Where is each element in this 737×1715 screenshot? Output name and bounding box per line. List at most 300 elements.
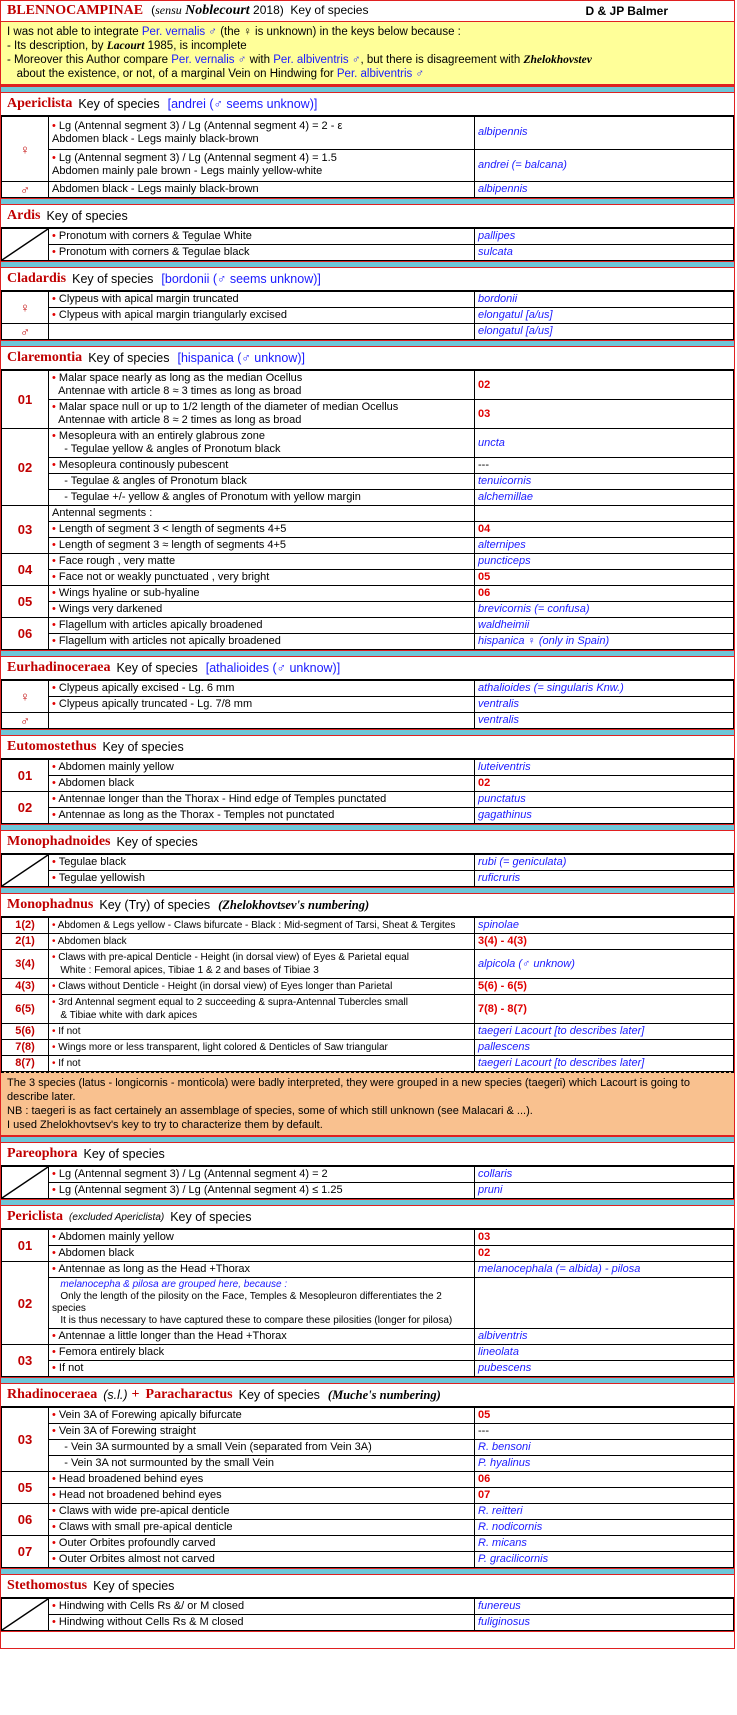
table-cell: [49, 1278, 475, 1329]
section-title-monophadnus: [1, 894, 734, 917]
separator-bar: [1, 198, 734, 205]
bullet: •: [52, 682, 59, 694]
table-cell: [475, 117, 734, 150]
text: - Tegulae & angles of Pronotum black: [64, 475, 247, 487]
bullet: •: [52, 152, 59, 165]
key-table-eutomostethus: [1, 759, 734, 824]
species-name: pruni: [478, 1184, 503, 1196]
text: Flagellum with articles apically broadened: [58, 619, 263, 631]
species-name: pallipes: [478, 230, 516, 242]
text: [107, 40, 145, 52]
table-cell: [2, 1599, 49, 1631]
species-name: rubi (= geniculata): [478, 856, 567, 868]
bullet: •: [52, 587, 59, 599]
text: Key of species: [116, 661, 198, 675]
table-cell: [49, 1536, 475, 1552]
bullet: •: [52, 571, 59, 583]
table-cell: [475, 634, 734, 650]
table-cell: [475, 1599, 734, 1615]
table-cell: ♂: [2, 324, 49, 340]
key-table-ardis: [1, 228, 734, 261]
text: Periclista: [7, 1209, 63, 1224]
section-title-monophadnoides: [1, 831, 734, 854]
table-cell: [49, 1599, 475, 1615]
table-cell: 6(5): [2, 995, 49, 1024]
couplet-ref: 7(8) - 8(7): [478, 1002, 527, 1015]
separator-bar: [1, 1199, 734, 1206]
table-cell: 02: [2, 792, 49, 824]
text: Mesopleura with an entirely glabrous zone: [58, 430, 265, 442]
couplet-ref: 03: [478, 1231, 491, 1243]
text: Key (Try) of species: [99, 898, 211, 912]
text: ---: [478, 1425, 489, 1437]
key-table-pareophora: [1, 1166, 734, 1199]
section-title-ardis: [1, 205, 734, 228]
separator-bar: [1, 824, 734, 831]
table-cell: [475, 474, 734, 490]
table-cell: [49, 792, 475, 808]
table-cell: [475, 1504, 734, 1520]
table-cell: [49, 458, 475, 474]
text: Abdomen black: [58, 1247, 135, 1259]
table-cell: [475, 995, 734, 1024]
table-cell: [49, 681, 475, 697]
bullet: •: [52, 603, 59, 615]
text: Wings more or less transparent, light colored & Denticles of Saw triangular: [58, 1042, 388, 1053]
table-cell: ♂: [2, 713, 49, 729]
table-cell: [49, 979, 475, 995]
table-cell: 02: [2, 1262, 49, 1345]
text: with: [246, 54, 274, 66]
table-cell: [49, 1520, 475, 1536]
table-cell: [475, 1056, 734, 1072]
text: Abdomen black: [57, 936, 127, 947]
text: White : Femoral apices, Tibiae 1 & 2 and bases of Tibiae 3: [60, 965, 319, 976]
table-cell: [2, 229, 49, 261]
section-title-claremontia: [1, 347, 734, 370]
monophadnus-note: [1, 1072, 734, 1136]
text: Antennae a little longer than the Head +Thorax: [58, 1330, 287, 1342]
text: Antennae longer than the Thorax - Hind edge of Temples punctated: [58, 793, 387, 805]
text: 3rd Antennal segment equal to 2 succeeding & supra-Antennal Tubercles small: [58, 997, 408, 1008]
table-cell: [475, 429, 734, 458]
table-cell: [475, 1024, 734, 1040]
table-cell: [49, 429, 475, 458]
table-cell: [475, 324, 734, 340]
table-cell: [49, 950, 475, 979]
text: Pronotum with corners & Tegulae black: [58, 246, 250, 258]
table-cell: [49, 1329, 475, 1345]
text: [bordonii (♂ seems unknow)]: [161, 272, 321, 286]
table-cell: [49, 995, 475, 1024]
table-cell: [475, 1472, 734, 1488]
table-cell: [49, 1488, 475, 1504]
text: The 3 species (latus - longicornis - monticola) were badly interpreted, they were grouped in a new species (taegeri) which Lacourt is going to describe later.: [7, 1077, 690, 1103]
couplet-ref: 07: [478, 1489, 491, 1501]
table-cell: [49, 697, 475, 713]
separator-bar: [1, 340, 734, 347]
table-cell: [475, 871, 734, 887]
text: Antennal segments :: [52, 507, 153, 519]
text: Face not or weakly punctuated , very bright: [58, 571, 270, 583]
text: Eurhadinoceraea: [7, 660, 111, 675]
table-cell: [49, 1408, 475, 1424]
text: Length of segment 3 ≈ length of segments 4+5: [58, 539, 287, 551]
table-cell: [49, 371, 475, 400]
text: If not: [58, 1058, 81, 1069]
table-cell: [49, 554, 475, 570]
bullet: •: [52, 1505, 59, 1517]
table-cell: 07: [2, 1536, 49, 1568]
bullet: •: [52, 459, 59, 471]
couplet-ref: 05: [478, 1409, 491, 1421]
species-name: sulcata: [478, 246, 513, 258]
species-name: ventralis: [478, 714, 519, 726]
text: Tegulae black: [58, 856, 126, 868]
table-cell: [49, 292, 475, 308]
bullet: •: [52, 555, 59, 567]
table-cell: 03: [2, 506, 49, 554]
species-name: R. bensoni: [478, 1441, 531, 1453]
male-symbol: ♂: [2, 182, 49, 198]
bullet: •: [52, 952, 59, 963]
species-name: brevicornis (= confusa): [478, 603, 590, 615]
table-cell: [475, 1520, 734, 1536]
table-cell: [49, 1615, 475, 1631]
text: Key of species: [238, 1388, 320, 1402]
section-title-eutomostethus: [1, 736, 734, 759]
table-cell: 4(3): [2, 979, 49, 995]
table-cell: [475, 506, 734, 522]
table-cell: [49, 1345, 475, 1361]
section-title-pareophora: [1, 1143, 734, 1166]
table-cell: [49, 1167, 475, 1183]
text: (the ♀ is unknown) in the keys below because :: [217, 26, 461, 38]
bullet: •: [52, 809, 59, 821]
text: Lg (Antennal segment 3) / Lg (Antennal segment 4) ≤ 1.25: [58, 1184, 343, 1196]
text: Claws without Denticle - Height (in dorsal view) of Eyes longer than Parietal: [58, 981, 393, 992]
text: Abdomen black - Legs mainly black-brown: [52, 132, 259, 145]
table-cell: [49, 182, 475, 198]
header-subtitle: (sensu Noblecourt 2018) Key of species: [151, 3, 369, 18]
text: I used Zhelokhovtsev's key to try to characterize them by default.: [7, 1119, 323, 1131]
bullet: •: [52, 1026, 59, 1037]
text: 1985, is incomplete: [144, 40, 247, 52]
table-cell: [49, 149, 475, 182]
table-cell: ♀: [2, 681, 49, 713]
key-table-stethomostus: [1, 1598, 734, 1631]
table-cell: [475, 149, 734, 182]
key-table-claremontia: [1, 370, 734, 650]
table-cell: [49, 808, 475, 824]
table-cell: [2, 1167, 49, 1199]
text: Abdomen black - Legs mainly black-brown: [52, 183, 259, 195]
species-name: melanocepha & pilosa are grouped here, because :: [60, 1279, 288, 1290]
table-cell: 2(1): [2, 934, 49, 950]
text: sensu: [155, 3, 182, 17]
bullet: •: [52, 1409, 59, 1421]
text: Pareophora: [7, 1146, 78, 1161]
text: [1, 1631, 734, 1648]
text: about the existence, or not, of a marginal Vein on Hindwing for: [16, 68, 337, 80]
text: Key of species: [88, 351, 170, 365]
text: Per. albiventris ♂: [336, 68, 425, 80]
text: Malar space null or up to 1/2 length of the diameter of median Ocellus: [58, 401, 399, 413]
bullet: •: [52, 539, 59, 551]
text: Face rough , very matte: [58, 555, 176, 567]
section-title-periclista: [1, 1206, 734, 1229]
separator-bar: [1, 887, 734, 894]
table-cell: [475, 538, 734, 554]
table-cell: [49, 1552, 475, 1568]
species-name: hispanica ♀ (only in Spain): [478, 635, 610, 647]
table-cell: 05: [2, 1472, 49, 1504]
table-cell: [475, 554, 734, 570]
species-name: spinolae: [478, 919, 519, 931]
table-cell: [475, 681, 734, 697]
species-name: luteiventris: [478, 761, 531, 773]
couplet-ref: 5(6) - 6(5): [478, 980, 527, 992]
table-cell: [475, 245, 734, 261]
table-cell: [49, 324, 475, 340]
couplet-ref: 06: [478, 587, 491, 599]
table-cell: [475, 808, 734, 824]
species-name: tenuicornis: [478, 475, 532, 487]
table-cell: 3(4): [2, 950, 49, 979]
couplet-ref: 3(4) - 4(3): [478, 935, 527, 947]
table-cell: 8(7): [2, 1056, 49, 1072]
species-name: melanocephala (= albida) - pilosa: [478, 1263, 641, 1275]
table-cell: 5(6): [2, 1024, 49, 1040]
text: - Tegulae yellow & angles of Pronotum black: [64, 443, 281, 455]
text: Rhadinoceraea: [7, 1387, 98, 1402]
text: - Vein 3A not surmounted by the small Vein: [64, 1457, 274, 1469]
text: Monophadnus: [7, 897, 94, 912]
text: Eutomostethus: [7, 739, 97, 754]
table-cell: [49, 1424, 475, 1440]
text: Antennae with article 8 ≈ 2 times as long as broad: [58, 414, 302, 426]
species-name: P. gracilicornis: [478, 1553, 549, 1565]
table-cell: [475, 229, 734, 245]
bullet: •: [52, 1231, 59, 1243]
bullet: •: [52, 1553, 59, 1565]
text: [athalioides (♂ unknow)]: [205, 661, 341, 675]
table-cell: 06: [2, 618, 49, 650]
table-cell: [475, 1440, 734, 1456]
text: [7, 39, 728, 53]
text: (s.l.): [103, 1388, 128, 1402]
text: (Muche's numbering): [327, 1387, 441, 1402]
text: Wings very darkened: [58, 603, 163, 615]
table-cell: [475, 308, 734, 324]
table-cell: [49, 586, 475, 602]
text: 2018): [253, 3, 284, 17]
table-cell: [49, 1361, 475, 1377]
bullet: •: [52, 997, 59, 1008]
section-title-apericlista: [1, 93, 734, 116]
table-cell: [475, 1536, 734, 1552]
text: Key of species: [290, 3, 369, 17]
species-name: waldheimii: [478, 619, 530, 631]
bullet: •: [52, 430, 59, 442]
text: - Tegulae +/- yellow & angles of Pronotum with yellow margin: [64, 491, 361, 503]
bullet: •: [52, 920, 58, 931]
text: (Zhelokhovtsev's numbering): [218, 897, 370, 912]
text: [7, 53, 728, 67]
table-cell: [475, 182, 734, 198]
table-cell: [475, 918, 734, 934]
table-cell: [475, 292, 734, 308]
table-cell: [475, 934, 734, 950]
bullet: •: [52, 1616, 59, 1628]
species-name: ventralis: [478, 698, 519, 710]
text: Hindwing with Cells Rs &/ or M closed: [58, 1600, 245, 1612]
text: Clypeus with apical margin triangularly excised: [58, 309, 287, 321]
bullet: •: [52, 619, 59, 631]
bullet: •: [52, 309, 59, 321]
intro-note: [1, 22, 734, 86]
table-cell: [49, 760, 475, 776]
text: Key of species: [72, 272, 154, 286]
table-cell: [475, 1408, 734, 1424]
text: Clypeus apically excised - Lg. 6 mm: [58, 682, 235, 694]
table-cell: [475, 400, 734, 429]
key-table-monophadnoides: [1, 854, 734, 887]
bullet: •: [52, 1362, 59, 1374]
text: ---: [478, 459, 489, 471]
table-cell: 06: [2, 1504, 49, 1536]
species-name: andrei (= balcana): [478, 158, 567, 171]
couplet-ref: 02: [478, 1247, 491, 1259]
table-cell: [49, 855, 475, 871]
text: Abdomen mainly yellow: [58, 1231, 174, 1243]
table-cell: [49, 400, 475, 429]
table-cell: [475, 618, 734, 634]
table-cell: [49, 1230, 475, 1246]
text: Hindwing without Cells Rs & M closed: [58, 1616, 244, 1628]
table-cell: [475, 1424, 734, 1440]
text: - Its description, by: [7, 40, 107, 52]
bullet: •: [52, 1247, 59, 1259]
separator-bar: [1, 86, 734, 93]
species-name: lineolata: [478, 1346, 519, 1358]
text: Outer Orbites almost not carved: [58, 1553, 215, 1565]
table-cell: [475, 1552, 734, 1568]
table-cell: [49, 713, 475, 729]
species-name: pallescens: [478, 1041, 530, 1053]
text: [hispanica (♂ unknow)]: [177, 351, 305, 365]
bullet: •: [52, 523, 59, 535]
species-name: punctatus: [478, 793, 526, 805]
bullet: •: [52, 1346, 59, 1358]
table-cell: [475, 979, 734, 995]
species-name: albiventris: [478, 1330, 528, 1342]
text: Malar space nearly as long as the median Ocellus: [58, 372, 303, 384]
species-name: taegeri Lacourt [to describes later]: [478, 1025, 645, 1037]
table-cell: [475, 570, 734, 586]
text: Key of species: [116, 835, 198, 849]
bullet: •: [52, 1263, 59, 1275]
table-cell: [475, 1262, 734, 1278]
page-header: [1, 1, 734, 22]
text: Key of species: [102, 740, 184, 754]
bullet: •: [52, 1489, 59, 1501]
text: Apericlista: [7, 96, 73, 111]
table-cell: [475, 1361, 734, 1377]
table-cell: [49, 308, 475, 324]
table-cell: [49, 1504, 475, 1520]
species-name: ruficruris: [478, 872, 521, 884]
species-name: puncticeps: [478, 555, 531, 567]
text: [andrei (♂ seems unknow)]: [167, 97, 318, 111]
table-cell: [475, 1345, 734, 1361]
text: Abdomen mainly pale brown - Legs mainly yellow-white: [52, 165, 323, 178]
bullet: •: [52, 1058, 59, 1069]
key-table-eurhadinoceraea: [1, 680, 734, 729]
text: Claws with pre-apical Denticle - Height (in dorsal view) of Eyes & Parietal equal: [58, 952, 409, 963]
table-cell: [49, 776, 475, 792]
bullet: •: [52, 1042, 59, 1053]
table-cell: [49, 522, 475, 538]
table-cell: [475, 1488, 734, 1504]
text: Key of species: [78, 97, 160, 111]
text: [218, 898, 369, 913]
table-cell: 01: [2, 760, 49, 792]
text: Length of segment 3 < length of segments 4+5: [58, 523, 287, 535]
table-cell: [475, 602, 734, 618]
text: Antennae as long as the Thorax - Temples not punctated: [58, 809, 335, 821]
species-name: gagathinus: [478, 809, 532, 821]
species-name: taegeri Lacourt [to describes later]: [478, 1057, 645, 1069]
text: Claws with small pre-apical denticle: [58, 1521, 233, 1533]
text: Clypeus apically truncated - Lg. 7/8 mm: [58, 698, 253, 710]
species-name: bordonii: [478, 293, 518, 305]
section-title-rhadinoceraea: [1, 1384, 734, 1407]
table-cell: [49, 934, 475, 950]
text: [328, 1388, 441, 1403]
table-cell: [49, 1440, 475, 1456]
key-table-rhadinoceraea: [1, 1407, 734, 1568]
separator-bar: [1, 1136, 734, 1143]
table-cell: [475, 1167, 734, 1183]
bullet: •: [52, 1168, 59, 1180]
table-cell: [49, 918, 475, 934]
separator-bar: [1, 1568, 734, 1575]
species-name: alternipes: [478, 539, 526, 551]
table-cell: 7(8): [2, 1040, 49, 1056]
species-name: pubescens: [478, 1362, 532, 1374]
table-cell: [475, 1329, 734, 1345]
text: Key of species: [83, 1147, 165, 1161]
table-cell: [475, 1246, 734, 1262]
bullet: •: [52, 1473, 59, 1485]
text: If not: [58, 1362, 84, 1374]
table-cell: [49, 1262, 475, 1278]
table-cell: [49, 634, 475, 650]
bullet: •: [52, 372, 59, 384]
table-cell: [475, 1615, 734, 1631]
text: Key of species: [170, 1210, 252, 1224]
table-cell: 03: [2, 1408, 49, 1472]
species-name: uncta: [478, 436, 505, 449]
bullet: •: [52, 293, 59, 305]
table-cell: [49, 245, 475, 261]
table-cell: [475, 855, 734, 871]
table-cell: [49, 506, 475, 522]
text: Antennae with article 8 ≈ 3 times as long as broad: [58, 385, 302, 397]
section-title-cladardis: [1, 268, 734, 291]
text: NB : taegeri is as fact certainely an assemblage of species, some of which still unknown (see Malacari & ...).: [7, 1105, 533, 1117]
